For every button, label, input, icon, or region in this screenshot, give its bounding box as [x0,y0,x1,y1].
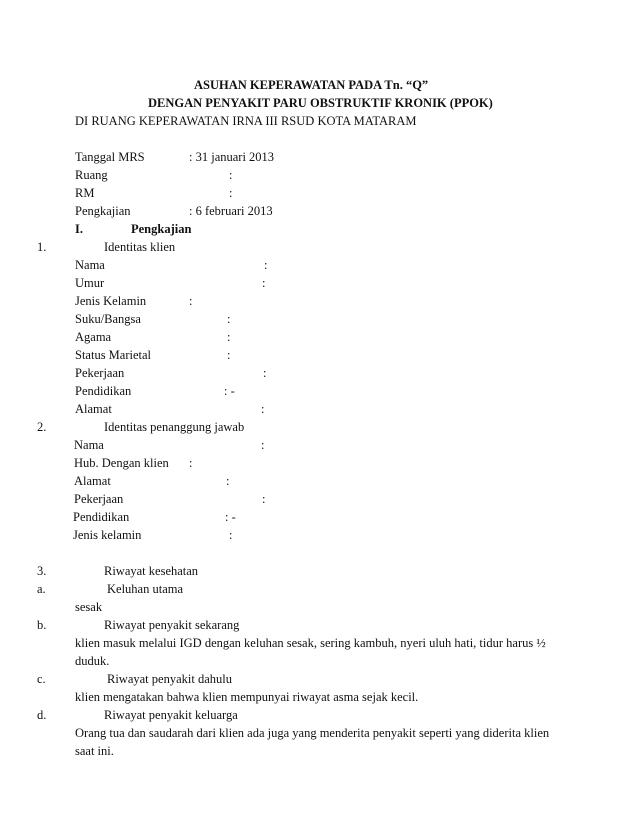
rm-label: RM [75,186,95,200]
riwayat-keluarga-text-2: saat ini. [75,744,114,758]
riwayat-dahulu-text: klien mengatakan bahwa klien mempunyai riwayat asma sejak kecil. [75,690,419,704]
pj-jenis-kelamin-value: : [229,528,233,542]
klien-pendidikan-label: Pendidikan [75,384,132,398]
klien-status-value: : [227,348,231,362]
klien-agama-value: : [227,330,231,344]
klien-nama-label: Nama [75,258,105,272]
riwayat-sekarang-heading: Riwayat penyakit sekarang [104,618,240,632]
riwayat-number: 3. [37,564,47,578]
riwayat-keluarga-heading: Riwayat penyakit keluarga [104,708,238,722]
klien-umur-label: Umur [75,276,105,290]
klien-jenis-kelamin-label: Jenis Kelamin [75,294,147,308]
riwayat-dahulu-letter: c. [37,672,46,686]
klien-nama-value: : [264,258,268,272]
riwayat-heading: Riwayat kesehatan [104,564,199,578]
identitas-pj-heading: Identitas penanggung jawab [104,420,245,434]
klien-alamat-label: Alamat [75,402,112,416]
pj-pendidikan-label: Pendidikan [73,510,130,524]
klien-suku-value: : [227,312,231,326]
document-title-line-3: DI RUANG KEPERAWATAN IRNA III RSUD KOTA MATARAM [75,114,417,128]
klien-suku-label: Suku/Bangsa [75,312,141,326]
pj-jenis-kelamin-label: Jenis kelamin [73,528,142,542]
pj-hubungan-value: : [189,456,193,470]
keluhan-utama-letter: a. [37,582,46,596]
tanggal-mrs-value: : 31 januari 2013 [189,150,275,164]
pj-alamat-value: : [226,474,230,488]
klien-agama-label: Agama [75,330,112,344]
section-title: Pengkajian [131,222,192,236]
keluhan-utama-heading: Keluhan utama [107,582,184,596]
pj-alamat-label: Alamat [74,474,111,488]
klien-alamat-value: : [261,402,265,416]
riwayat-keluarga-letter: d. [37,708,47,722]
section-number: I. [75,222,83,236]
document-title-line-1: ASUHAN KEPERAWATAN PADA Tn. “Q” [194,78,429,92]
riwayat-keluarga-text-1: Orang tua dan saudarah dari klien ada juga yang menderita penyakit seperti yang diderita klien [75,726,550,740]
ruang-label: Ruang [75,168,108,182]
riwayat-dahulu-heading: Riwayat penyakit dahulu [107,672,232,686]
klien-status-label: Status Marietal [75,348,152,362]
klien-pekerjaan-value: : [263,366,267,380]
rm-value: : [229,186,233,200]
tanggal-mrs-label: Tanggal MRS [75,150,145,164]
pj-pekerjaan-label: Pekerjaan [74,492,124,506]
riwayat-sekarang-text-2: duduk. [75,654,110,668]
pengkajian-date-value: : 6 februari 2013 [189,204,273,218]
pj-pekerjaan-value: : [262,492,266,506]
pj-nama-value: : [261,438,265,452]
pj-pendidikan-value: : - [225,510,236,524]
ruang-value: : [229,168,233,182]
klien-umur-value: : [262,276,266,290]
keluhan-utama-text: sesak [75,600,103,614]
klien-pekerjaan-label: Pekerjaan [75,366,125,380]
identitas-klien-number: 1. [37,240,47,254]
riwayat-sekarang-letter: b. [37,618,47,632]
document-title-line-2: DENGAN PENYAKIT PARU OBSTRUKTIF KRONIK (PPOK) [148,96,493,110]
pengkajian-date-label: Pengkajian [75,204,131,218]
identitas-pj-number: 2. [37,420,47,434]
pj-hubungan-label: Hub. Dengan klien [74,456,169,470]
riwayat-sekarang-text-1: klien masuk melalui IGD dengan keluhan sesak, sering kambuh, nyeri uluh hati, tidur harus ½ [75,636,546,650]
klien-pendidikan-value: : - [224,384,235,398]
klien-jenis-kelamin-value: : [189,294,193,308]
pj-nama-label: Nama [74,438,104,452]
identitas-klien-heading: Identitas klien [104,240,176,254]
